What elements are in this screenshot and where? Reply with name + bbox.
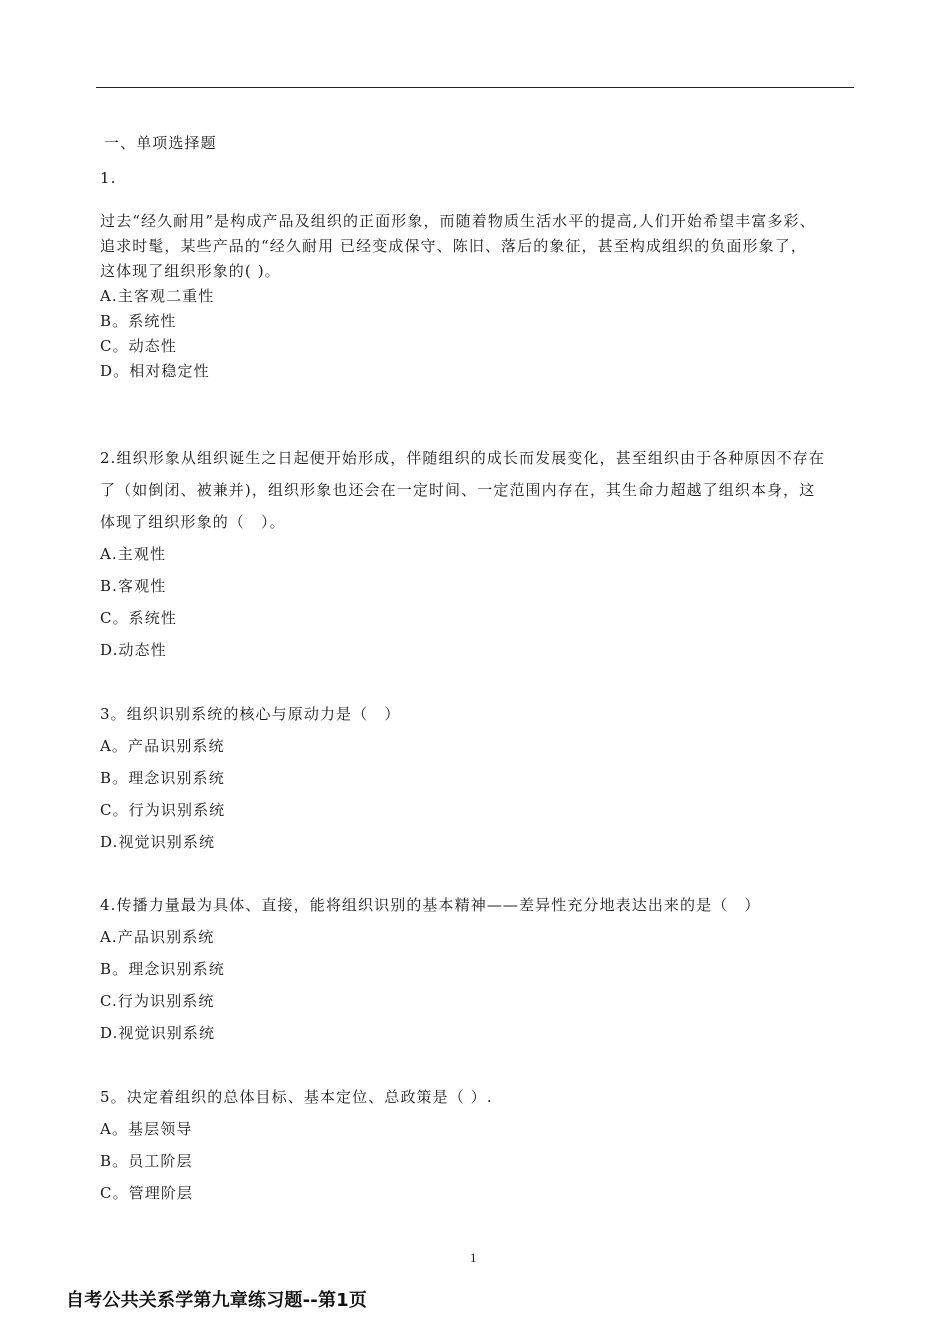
section-title: 一、单项选择题 — [104, 134, 217, 152]
question-2-option-a: A.主观性 — [100, 545, 167, 563]
question-5-option-a: A。基层领导 — [100, 1120, 193, 1138]
question-1-number: 1. — [100, 169, 117, 187]
question-3-option-b: B。理念识别系统 — [100, 769, 225, 787]
question-2-option-d: D.动态性 — [100, 641, 167, 659]
question-1-option-a: A.主客观二重性 — [100, 287, 215, 305]
question-1-stem-line-3: 这体现了组织形象的( )。 — [100, 262, 281, 280]
question-2-stem-line-3: 体现了组织形象的（ ）。 — [100, 513, 286, 531]
question-5-option-b: B。员工阶层 — [100, 1152, 193, 1170]
question-3-option-d: D.视觉识别系统 — [100, 833, 216, 851]
question-2-option-c: C。系统性 — [100, 609, 177, 627]
question-1-option-c: C。动态性 — [100, 337, 177, 355]
question-3-stem: 3。组织识别系统的核心与原动力是（ ） — [100, 705, 401, 723]
header-rule — [96, 87, 854, 88]
question-1-option-d: D。相对稳定性 — [100, 362, 210, 380]
question-1-option-b: B。系统性 — [100, 312, 177, 330]
footer-title: 自考公共关系学第九章练习题--第1页 — [66, 1290, 368, 1311]
question-4-option-c: C.行为识别系统 — [100, 992, 215, 1010]
page-number: 1 — [470, 1250, 477, 1265]
question-1-stem-line-1: 过去“经久耐用”是构成产品及组织的正面形象，而随着物质生活水平的提高,人们开始希望丰富多彩、 — [100, 212, 816, 230]
question-4-option-a: A.产品识别系统 — [100, 928, 215, 946]
question-4-option-b: B。理念识别系统 — [100, 960, 225, 978]
question-2-stem-line-2: 了（如倒闭、被兼并)，组织形象也还会在一定时间、一定范围内存在，其生命力超越了组织本身，这 — [100, 481, 816, 499]
question-4-stem: 4.传播力量最为具体、直接，能将组织识别的基本精神——差异性充分地表达出来的是（ ） — [100, 896, 761, 914]
question-3-option-a: A。产品识别系统 — [100, 737, 225, 755]
question-5-option-c: C。管理阶层 — [100, 1184, 194, 1202]
question-4-option-d: D.视觉识别系统 — [100, 1024, 216, 1042]
question-2-option-b: B.客观性 — [100, 577, 167, 595]
question-5-stem: 5。决定着组织的总体目标、基本定位、总政策是（ ）. — [100, 1088, 493, 1106]
question-2-stem-line-1: 2.组织形象从组织诞生之日起便开始形成，伴随组织的成长而发展变化，甚至组织由于各种原因不存在 — [100, 449, 825, 467]
question-3-option-c: C。行为识别系统 — [100, 801, 226, 819]
question-1-stem-line-2: 追求时髦，某些产品的“经久耐用 已经变成保守、陈旧、落后的象征，甚至构成组织的负面形象了， — [100, 237, 807, 255]
